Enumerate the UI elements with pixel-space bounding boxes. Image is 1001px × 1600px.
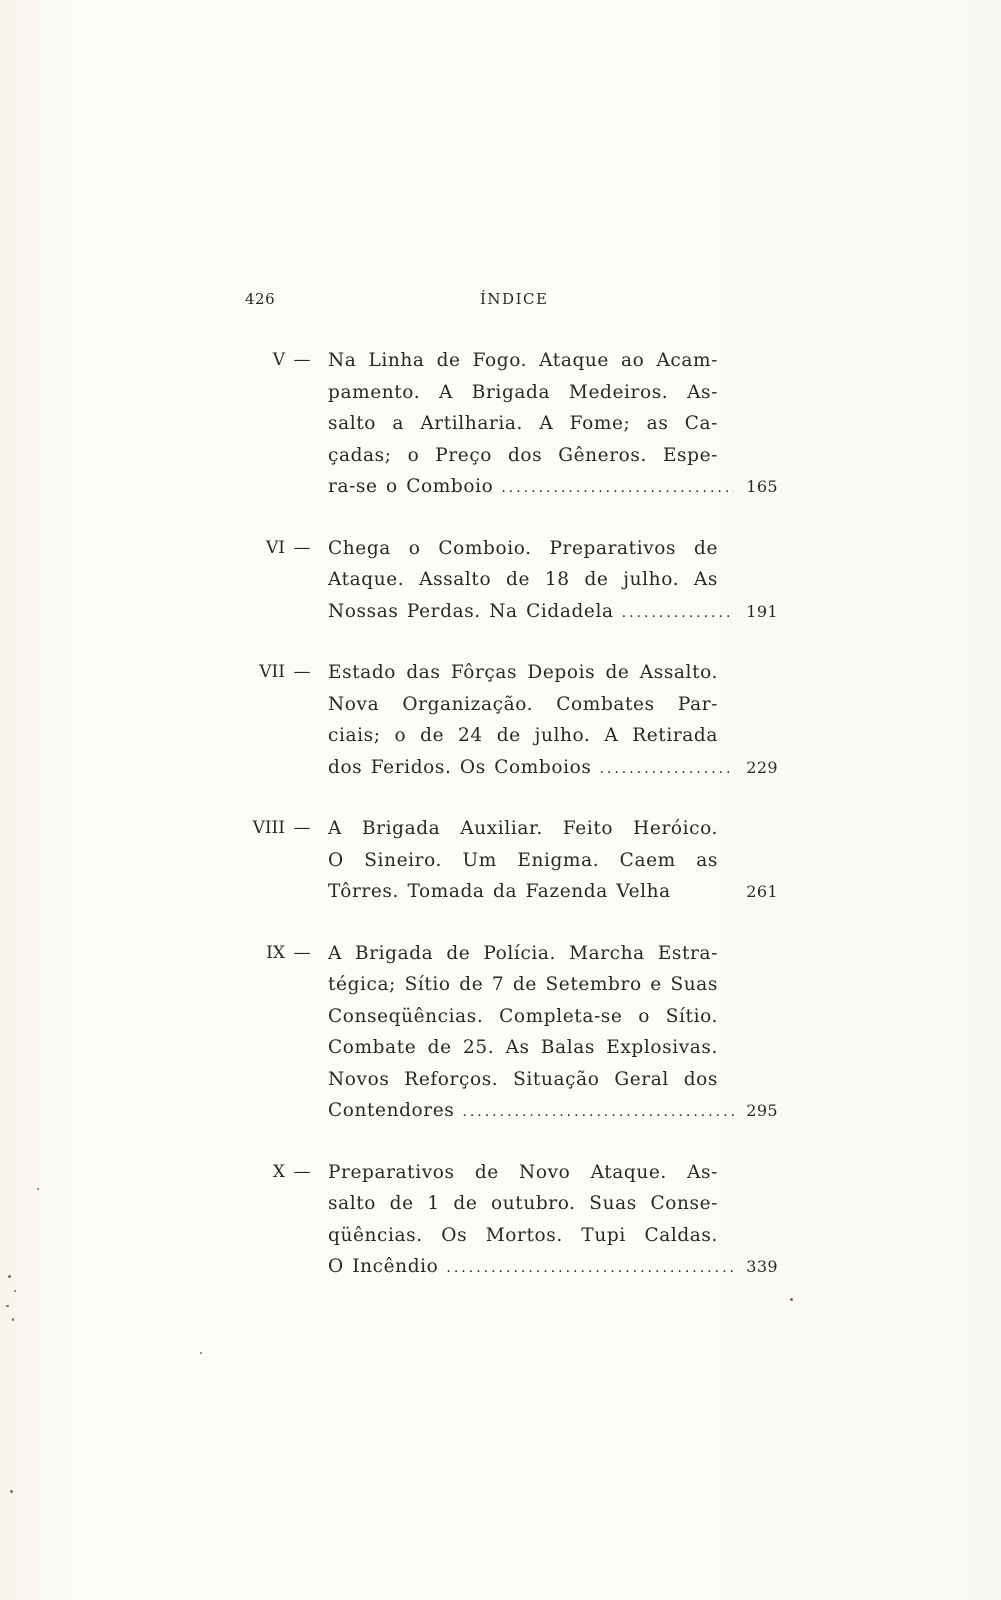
page-reference: 261 — [746, 882, 778, 901]
chapter-summary — [328, 813, 778, 910]
summary-line: Nossas Perdas. Na Cidadela — [328, 600, 614, 622]
chapter-summary — [328, 657, 778, 785]
em-dash: — — [293, 537, 311, 558]
summary-line: Combate de 25. As Balas Explosivas. — [328, 1037, 718, 1058]
summary-line: Conseqüências. Completa-se o Sítio. — [328, 1005, 718, 1027]
summary-line: Preparativos de Novo Ataque. As- — [328, 1161, 718, 1183]
summary-line: Na Linha de Fogo. Ataque ao Acam- — [328, 350, 718, 371]
em-dash: — — [293, 350, 311, 370]
chapter-numeral: V — [272, 350, 285, 370]
summary-line: Estado das Fôrças Depois de Assalto. — [328, 662, 718, 683]
page-reference: 191 — [746, 601, 778, 621]
summary-line: dos Feridos. Os Comboios — [328, 756, 592, 778]
summary-line: Nova Organização. Combates Par- — [328, 693, 718, 715]
summary-line: salto de 1 de outubro. Suas Conse- — [328, 1193, 718, 1214]
summary-last-line — [328, 752, 778, 786]
paper-speck — [10, 1490, 13, 1493]
em-dash: — — [293, 942, 311, 963]
summary-line: O Sineiro. Um Enigma. Caem as — [328, 849, 718, 871]
toc-entry-viii — [225, 813, 795, 910]
summary-last-line — [328, 1251, 778, 1285]
summary-last-line — [328, 876, 778, 910]
summary-line: salto a Artilharia. A Fome; as Ca- — [328, 413, 718, 434]
chapter-summary — [328, 938, 778, 1129]
running-head — [0, 290, 1001, 314]
toc-entry-vii — [225, 657, 795, 785]
paper-speck — [14, 1290, 16, 1292]
toc-entry-vi — [225, 533, 795, 630]
summary-line: ciais; o de 24 de julho. A Retirada — [328, 725, 718, 746]
paper-speck — [200, 1352, 202, 1354]
toc-entry-ix — [225, 938, 795, 1129]
toc-entry-x — [225, 1157, 795, 1285]
table-of-contents — [225, 345, 795, 1313]
chapter-summary — [328, 1157, 778, 1285]
summary-line: tégica; Sítio de 7 de Setembro e Suas — [328, 974, 718, 995]
toc-entry-v — [225, 345, 795, 505]
summary-line: Novos Reforços. Situação Geral dos — [328, 1068, 718, 1090]
summary-line: A Brigada Auxiliar. Feito Heróico. — [328, 818, 718, 839]
chapter-numeral: VI — [266, 537, 285, 558]
paper-speck — [6, 1305, 9, 1307]
page-number: 426 — [245, 290, 276, 308]
em-dash: — — [293, 818, 311, 838]
summary-line: O Incêndio — [328, 1256, 439, 1277]
dot-leader — [622, 598, 734, 630]
summary-line: qüências. Os Mortos. Tupi Caldas. — [328, 1224, 718, 1246]
summary-line: Chega o Comboio. Preparativos de — [328, 537, 718, 559]
chapter-summary — [328, 533, 778, 630]
summary-line: Ataque. Assalto de 18 de julho. As — [328, 569, 718, 590]
page-reference: 295 — [746, 1101, 778, 1120]
summary-last-line — [328, 1095, 778, 1129]
page-reference: 165 — [746, 477, 778, 496]
em-dash: — — [293, 1161, 311, 1182]
chapter-numeral: X — [272, 1161, 285, 1182]
chapter-numeral: IX — [266, 942, 285, 963]
paper-speck — [8, 1275, 11, 1278]
summary-line: pamento. A Brigada Medeiros. As- — [328, 381, 718, 403]
chapter-numeral: VII — [259, 662, 285, 682]
chapter-numeral: VIII — [252, 818, 285, 838]
dot-leader — [446, 1253, 734, 1285]
summary-line: Contendores — [328, 1100, 455, 1121]
chapter-summary — [328, 345, 778, 505]
em-dash: — — [293, 662, 311, 682]
dot-leader — [462, 1097, 734, 1129]
page-reference: 339 — [746, 1257, 778, 1276]
dot-leader — [501, 473, 734, 505]
dot-leader — [599, 754, 734, 786]
summary-line: A Brigada de Polícia. Marcha Estra- — [328, 942, 718, 964]
summary-last-line — [328, 596, 778, 630]
paper-speck — [37, 1188, 39, 1190]
summary-line: ra-se o Comboio — [328, 476, 494, 497]
paper-speck — [12, 1318, 14, 1321]
page-title: ÍNDICE — [480, 290, 549, 308]
summary-last-line — [328, 471, 778, 505]
summary-line: Tôrres. Tomada da Fazenda Velha — [328, 881, 671, 902]
paper-speck — [790, 1298, 793, 1301]
page-reference: 229 — [746, 757, 778, 777]
summary-line: çadas; o Preço dos Gêneros. Espe- — [328, 444, 718, 466]
